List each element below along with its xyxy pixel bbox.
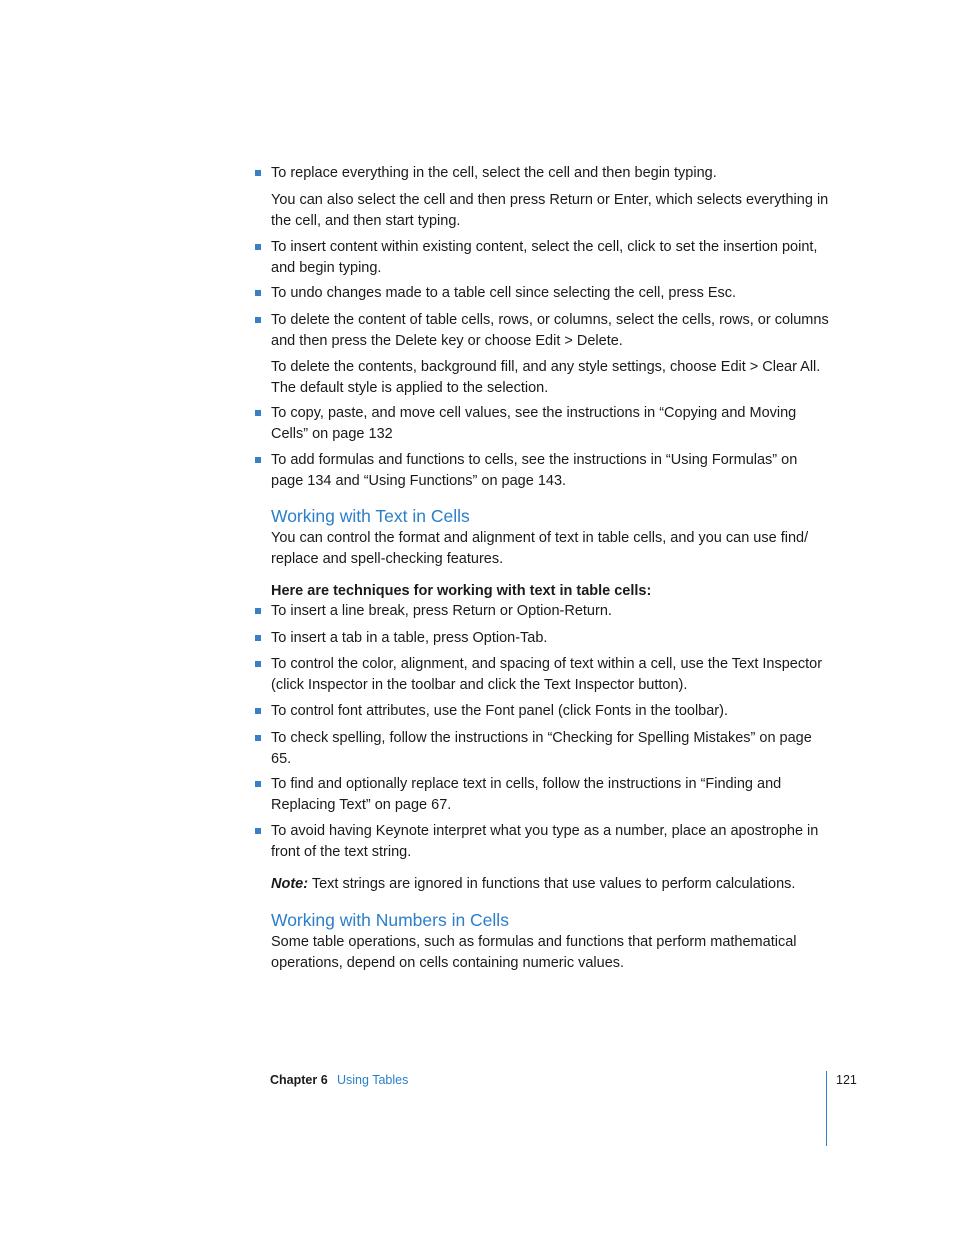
paragraph: You can also select the cell and then press Return or Enter, which selects everything in the cell, and then start typing. (271, 192, 829, 229)
paragraph: To delete the contents, background fill, and any style settings, choose Edit > Clear All. The default style is applied to the selection. (271, 359, 821, 396)
bullet-marker (255, 170, 261, 176)
list-item-text: To undo changes made to a table cell since selecting the cell, press Esc. (271, 285, 737, 301)
footer-chapter-title: Using Tables (337, 1073, 409, 1087)
list-item (271, 628, 831, 649)
bullet-marker (255, 608, 261, 614)
note (271, 874, 831, 895)
bullet-marker (255, 781, 261, 787)
list-item-text: To find and optionally replace text in cells, follow the instructions in “Finding and Replacing Text” on page 67. (271, 776, 782, 813)
list-item-text: To add formulas and functions to cells, see the instructions in “Using Formulas” on page 134 and “Using Functions” on page 143. (271, 452, 798, 489)
section-intro: Some table operations, such as formulas and functions that perform mathematical operations, depend on cells containing numeric values. (271, 934, 797, 971)
footer-chapter: Chapter 6 (270, 1073, 328, 1087)
section-intro: You can control the format and alignment of text in table cells, and you can use find/ replace and spell-checking features. (271, 530, 809, 567)
list-item-text: To delete the content of table cells, rows, or columns, select the cells, rows, or columns and then press the Delete key or choose Edit > Delete. (271, 312, 829, 349)
list-item (271, 237, 831, 278)
page-number: 121 (836, 1073, 857, 1087)
list-item (271, 601, 831, 622)
bullet-marker (255, 635, 261, 641)
list-item-text: To copy, paste, and move cell values, see the instructions in “Copying and Moving Cells” on page 132 (271, 405, 797, 442)
section-heading: Working with Numbers in Cells (271, 910, 509, 930)
list-item-text: To control the color, alignment, and spacing of text within a cell, use the Text Inspector (click Inspector in the toolbar and click the Text Inspector button). (271, 656, 823, 693)
list-item-text: To insert content within existing content, select the cell, click to set the insertion point, and begin typing. (271, 239, 818, 276)
bullet-marker (255, 661, 261, 667)
list-item (271, 450, 831, 491)
section-heading: Working with Text in Cells (271, 506, 470, 526)
bullet-marker (255, 708, 261, 714)
list-item (271, 283, 831, 304)
bullet-marker (255, 457, 261, 463)
bullet-marker (255, 735, 261, 741)
list-item-text: To insert a tab in a table, press Option-Tab. (271, 630, 548, 646)
footer-divider (826, 1071, 827, 1146)
bullet-marker (255, 290, 261, 296)
list-item-text: To replace everything in the cell, select the cell and then begin typing. (271, 165, 717, 181)
list-item (271, 310, 831, 351)
list-item (271, 774, 831, 815)
list-item (271, 163, 831, 184)
note-label: Note: (271, 876, 309, 892)
bullet-marker (255, 317, 261, 323)
list-item-text: To control font attributes, use the Font panel (click Fonts in the toolbar). (271, 703, 728, 719)
bullet-marker (255, 410, 261, 416)
list-item (271, 654, 831, 695)
list-item (271, 728, 831, 769)
list-item-text: To insert a line break, press Return or Option-Return. (271, 603, 612, 619)
list-item (271, 821, 831, 862)
lead-in: Here are techniques for working with text in table cells: (271, 583, 652, 599)
list-item-text: To check spelling, follow the instructions in “Checking for Spelling Mistakes” on page 65. (271, 730, 812, 767)
bullet-marker (255, 244, 261, 250)
list-item-text: To avoid having Keynote interpret what you type as a number, place an apostrophe in front of the text string. (271, 823, 819, 860)
note-text: Text strings are ignored in functions that use values to perform calculations. (308, 876, 796, 892)
bullet-marker (255, 828, 261, 834)
list-item (271, 701, 831, 722)
list-item (271, 403, 831, 444)
